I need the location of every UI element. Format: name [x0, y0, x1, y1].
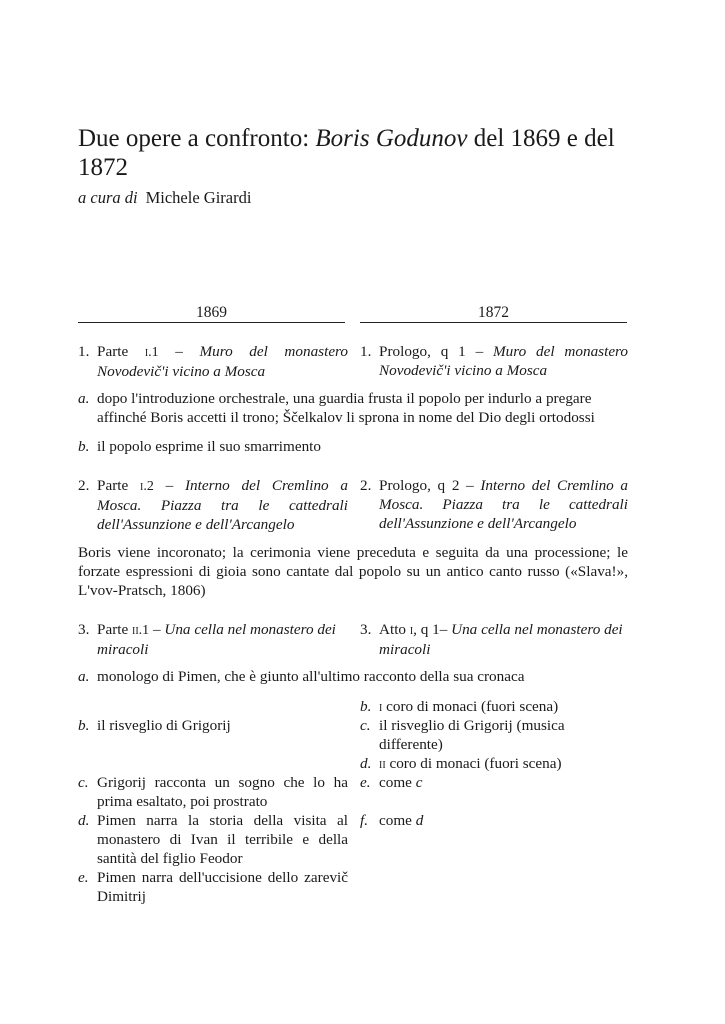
- scene-1-left: 1. Parte i.1 – Muro del monastero Novodevič'i vicino a Mosca: [78, 343, 348, 380]
- curator-name: Michele Girardi: [145, 188, 252, 207]
- scene-3-right-item-f: f. come d: [360, 812, 424, 829]
- scene-3-right-item-d: d. ii coro di monaci (fuori scena): [360, 755, 562, 772]
- column-header-1869: 1869: [196, 304, 227, 321]
- page-title: [78, 124, 648, 182]
- scene-2-left: 2. Parte i.2 – Interno del Cremlino a Mosca. Piazza tra le cattedrali dell'Assunzione e dell'Arcangelo: [78, 477, 349, 533]
- scene-2-description: Boris viene incoronato; la cerimonia viene preceduta e seguita da una processione; le forzate espressioni di gioia sono cantate dal popolo su un antico canto russo («Slava!», L'vov-Pratsch, 1806): [78, 544, 628, 599]
- scene-3-item-a: a. monologo di Pimen, che è giunto all'ultimo racconto della sua cronaca: [78, 668, 525, 685]
- scene-1-item-a: a. dopo l'introduzione orchestrale, una guardia frusta il popolo per indurlo a pregare affinché Boris accetti il trono; Ščelkalov li sprona in nome del Dio degli ortodossi: [78, 390, 595, 426]
- scene-3-right-item-b: b. i coro di monaci (fuori scena): [360, 698, 559, 715]
- curator-label: a cura di: [78, 188, 138, 207]
- column-header-1872: 1872: [478, 304, 509, 321]
- scene-3-left-item-c: c. Grigorij racconta un sogno che lo ha prima esaltato, poi prostrato: [78, 774, 348, 810]
- title-opera: Boris Godunov: [315, 125, 468, 152]
- scene-3-right-item-e: e. come c: [360, 774, 423, 791]
- title-post: del 1869 e del 1872: [78, 125, 615, 181]
- scene-2-right: 2. Prologo, q 2 – Interno del Cremlino a Mosca. Piazza tra le cattedrali dell'Assunzione e dell'Arcangelo: [360, 477, 629, 532]
- column-rule-left: [78, 322, 345, 323]
- scene-1-item-b: b. il popolo esprime il suo smarrimento: [78, 438, 321, 455]
- scene-3-left: 3. Parte ii.1 – Una cella nel monastero dei miracoli: [78, 621, 336, 658]
- scene-1-right: 1. Prologo, q 1 – Muro del monastero Novodevič'i vicino a Mosca: [360, 343, 628, 379]
- title-pre: Due opere a confronto:: [78, 125, 310, 152]
- scene-3-right: 3. Atto i, q 1– Una cella nel monastero dei miracoli: [360, 621, 623, 658]
- column-rule-right: [360, 322, 627, 323]
- curator-line: [78, 188, 251, 208]
- scene-3-left-item-e: e. Pimen narra dell'uccisione dello zarevič Dimitrij: [78, 869, 348, 905]
- scene-3-right-item-c: c. il risveglio di Grigorij (musica differente): [360, 717, 565, 753]
- scene-3-left-item-b: b. il risveglio di Grigorij: [78, 717, 231, 734]
- scene-3-left-item-d: d. Pimen narra la storia della visita al monastero di Ivan il terribile e della santità del figlio Feodor: [78, 812, 348, 867]
